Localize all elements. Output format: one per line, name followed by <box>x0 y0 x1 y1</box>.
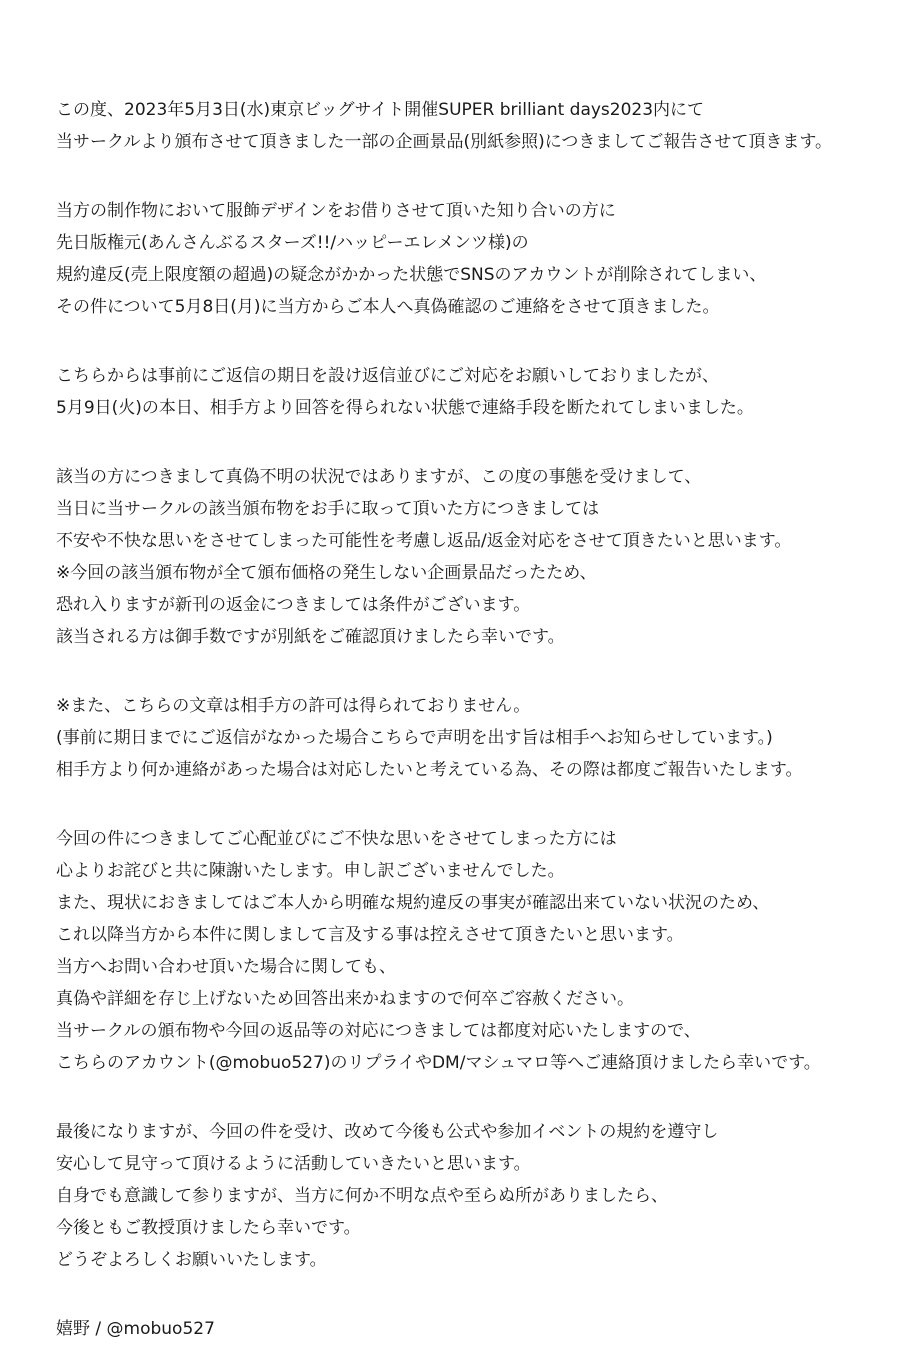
text-line: 先日版権元(あんさんぶるスターズ!!/ハッピーエレメンツ様)の <box>56 233 529 253</box>
text-line: どうぞよろしくお願いいたします。 <box>56 1250 327 1270</box>
text-line: この度、2023年5月3日(水)東京ビッグサイト開催SUPER brilliant days2023内にて <box>56 100 705 120</box>
paragraph-announcement <box>56 94 876 158</box>
text-line: 当サークルの頒布物や今回の返品等の対応につきましては都度対応いたしますので、 <box>56 1021 701 1041</box>
paragraph-background <box>56 195 876 323</box>
paragraph-contact-lost <box>56 360 876 424</box>
text-line: こちらのアカウント(@mobuo527)のリプライやDM/マシュマロ等へご連絡頂けましたら幸いです。 <box>56 1053 821 1073</box>
paragraph-closing <box>56 1116 876 1276</box>
text-line: これ以降当方から本件に関しまして言及する事は控えさせて頂きたいと思います。 <box>56 925 684 945</box>
text-line: 今後ともご教授頂けましたら幸いです。 <box>56 1218 361 1238</box>
text-line: 自身でも意識して参りますが、当方に何か不明な点や至らぬ所がありましたら、 <box>56 1186 668 1206</box>
text-line: 該当の方につきまして真偽不明の状況ではありますが、この度の事態を受けまして、 <box>56 467 702 487</box>
text-line: その件について5月8日(月)に当方からご本人へ真偽確認のご連絡をさせて頂きました。 <box>56 297 720 317</box>
paragraph-apology <box>56 823 876 1079</box>
signature <box>56 1313 876 1345</box>
text-line: ※また、こちらの文章は相手方の許可は得られておりません。 <box>56 696 531 716</box>
text-line: 規約違反(売上限度額の超過)の疑念がかかった状態でSNSのアカウントが削除されてしまい、 <box>56 265 767 285</box>
text-line: また、現状におきましてはご本人から明確な規約違反の事実が確認出来ていない状況のため、 <box>56 893 770 913</box>
text-line: 恐れ入りますが新刊の返金につきましては条件がございます。 <box>56 595 531 615</box>
text-line: こちらからは事前にご返信の期日を設け返信並びにご対応をお願いしておりましたが、 <box>56 366 719 386</box>
paragraph-permission-note <box>56 690 876 786</box>
text-line: 相手方より何か連絡があった場合は対応したいと考えている為、その際は都度ご報告いたします。 <box>56 760 803 780</box>
statement-body <box>56 94 876 1345</box>
text-line: 真偽や詳細を存じ上げないため回答出来かねますので何卒ご容赦ください。 <box>56 989 634 1009</box>
text-line: 5月9日(火)の本日、相手方より回答を得られない状態で連絡手段を断たれてしまいました。 <box>56 398 754 418</box>
text-line: 心よりお詫びと共に陳謝いたします。申し訳ございませんでした。 <box>56 861 565 881</box>
text-line: 今回の件につきましてご心配並びにご不快な思いをさせてしまった方には <box>56 829 617 849</box>
text-line: 当方へお問い合わせ頂いた場合に関しても、 <box>56 957 396 977</box>
text-line: 当方の制作物において服飾デザインをお借りさせて頂いた知り合いの方に <box>56 201 616 221</box>
paragraph-refund <box>56 461 876 653</box>
text-line: 当サークルより頒布させて頂きました一部の企画景品(別紙参照)につきましてご報告させて頂きます。 <box>56 132 833 152</box>
signature-text: 嬉野 / @mobuo527 <box>56 1319 215 1339</box>
text-line: ※今回の該当頒布物が全て頒布価格の発生しない企画景品だったため、 <box>56 563 597 583</box>
text-line: 該当される方は御手数ですが別紙をご確認頂けましたら幸いです。 <box>56 627 565 647</box>
text-line: 当日に当サークルの該当頒布物をお手に取って頂いた方につきましては <box>56 499 600 519</box>
text-line: (事前に期日までにご返信がなかった場合こちらで声明を出す旨は相手へお知らせしています。) <box>56 728 773 748</box>
text-line: 安心して見守って頂けるように活動していきたいと思います。 <box>56 1154 531 1174</box>
text-line: 不安や不快な思いをさせてしまった可能性を考慮し返品/返金対応をさせて頂きたいと思います。 <box>56 531 792 551</box>
text-line: 最後になりますが、今回の件を受け、改めて今後も公式や参加イベントの規約を遵守し <box>56 1122 719 1142</box>
